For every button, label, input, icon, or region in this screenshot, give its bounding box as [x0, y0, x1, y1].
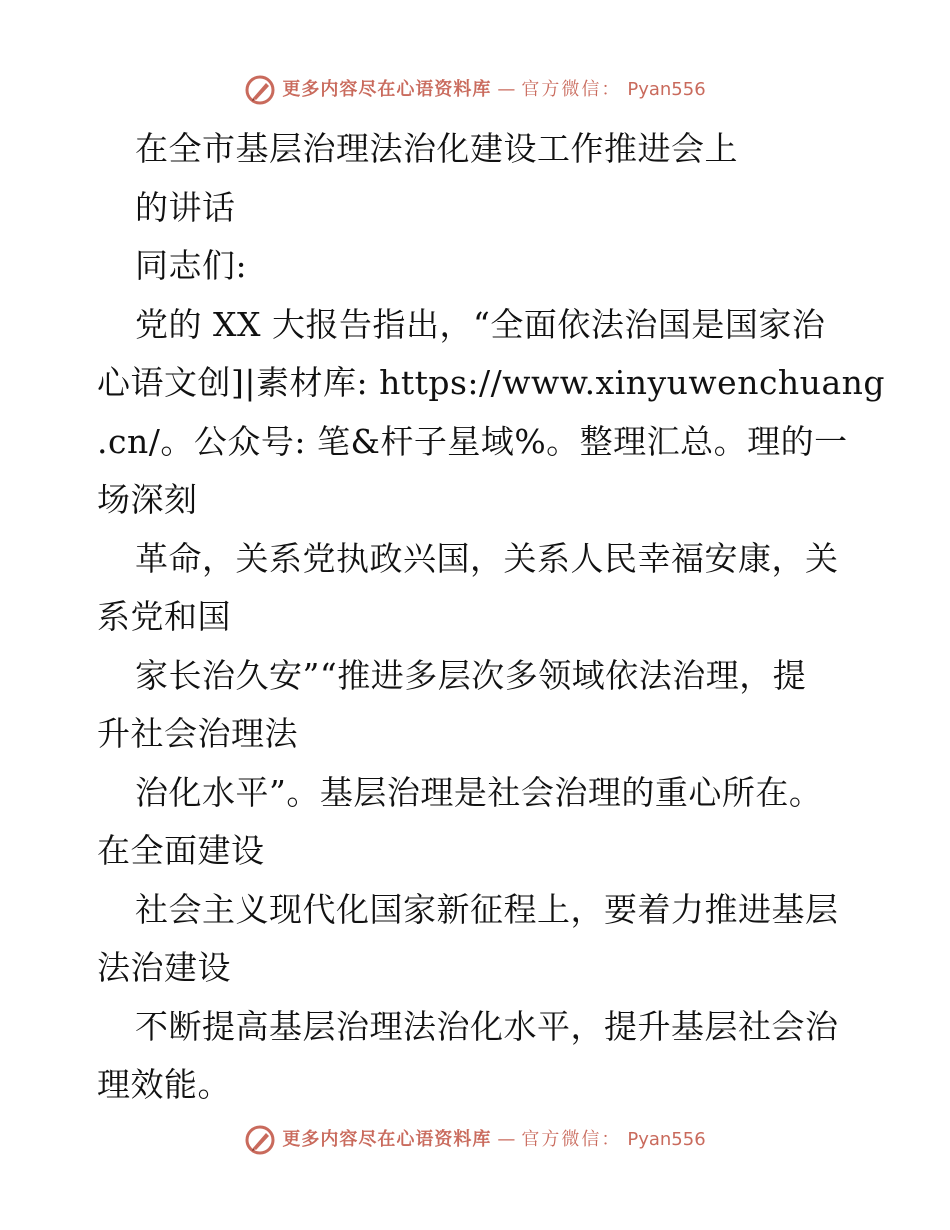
watermark-id: Pyan556	[627, 1129, 706, 1150]
watermark-id: Pyan556	[627, 79, 706, 100]
doc-paragraph-line: 在全面建设	[97, 831, 265, 870]
watermark-main-text: 更多内容尽在心语资料库	[282, 1129, 492, 1150]
watermark-dash: —	[497, 79, 516, 100]
footer-watermark	[0, 1120, 950, 1160]
doc-paragraph-line: 社会主义现代化国家新征程上，要着力推进基层	[135, 889, 839, 929]
watermark-sub-text: 官方微信：	[521, 79, 622, 100]
doc-paragraph-line: 心语文创]|素材库: https://www.xinyuwenchuang	[97, 363, 885, 402]
doc-paragraph-line: 系党和国	[97, 597, 231, 636]
doc-paragraph-line: 法治建设	[97, 948, 231, 987]
doc-paragraph-line: 家长治久安”“推进多层次多领域依法治理，提	[135, 655, 807, 695]
doc-salutation: 同志们:	[135, 246, 248, 285]
doc-paragraph-line: 场深刻	[97, 480, 198, 519]
watermark-dash: —	[497, 1129, 516, 1150]
doc-paragraph-line: 革命，关系党执政兴国，关系人民幸福安康，关	[135, 538, 839, 578]
doc-paragraph-line: 理效能。	[97, 1065, 231, 1104]
doc-title-line-2: 的讲话	[135, 187, 236, 227]
doc-title-line-1: 在全市基层治理法治化建设工作推进会上	[135, 129, 738, 168]
doc-paragraph-line: 党的 XX 大报告指出，“全面依法治国是国家治	[135, 304, 826, 344]
pen-logo-icon	[244, 74, 276, 106]
watermark-main-text: 更多内容尽在心语资料库	[282, 79, 492, 100]
doc-paragraph-line: 治化水平”。基层治理是社会治理的重心所在。	[135, 772, 823, 812]
pen-logo-icon	[244, 1124, 276, 1156]
header-watermark	[0, 70, 950, 110]
watermark-sub-text: 官方微信：	[521, 1129, 622, 1150]
doc-paragraph-line: .cn/。公众号: 笔&杆子星域%。整理汇总。理的一	[97, 421, 848, 461]
document-body	[97, 120, 885, 1115]
doc-paragraph-line: 不断提高基层治理法治化水平，提升基层社会治	[135, 1006, 839, 1046]
doc-paragraph-line: 升社会治理法	[97, 714, 298, 753]
